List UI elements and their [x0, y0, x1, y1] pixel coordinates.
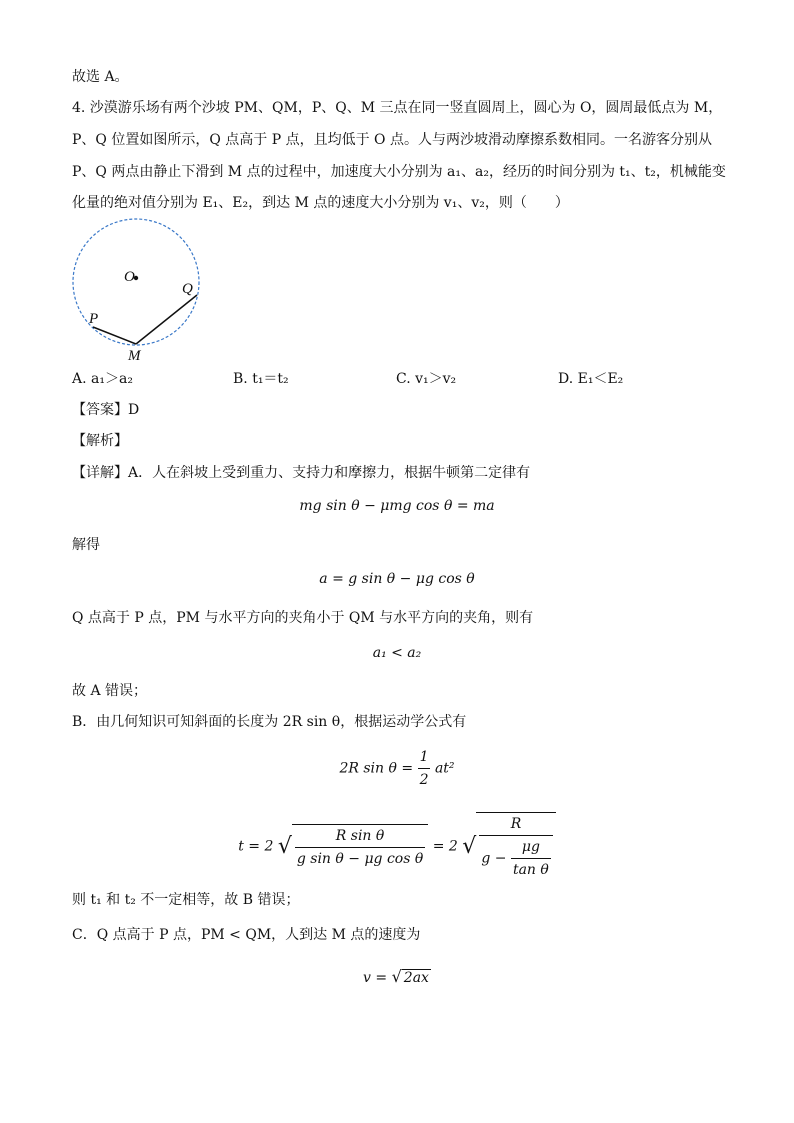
detail-line-1: 【详解】A．人在斜坡上受到重力、支持力和摩擦力，根据牛顿第二定律有: [72, 465, 531, 481]
circle-figure: [66, 218, 212, 366]
eq5-num1: R sin θ: [295, 825, 425, 848]
eq6-rad: 2ax: [403, 970, 429, 986]
eq5-den2: [479, 836, 552, 881]
detail-line-compare: Q 点高于 P 点，PM 与水平方向的夹角小于 QM 与水平方向的夹角，则有: [72, 610, 534, 626]
label-q: Q: [182, 281, 193, 297]
option-d: D. E₁＜E₂: [558, 371, 624, 387]
eq4-right: at²: [434, 760, 455, 777]
eq5-num2: R: [479, 813, 552, 836]
label-p: P: [89, 311, 99, 327]
label-m: M: [128, 348, 141, 364]
eq5-den2a: g −: [481, 850, 507, 867]
question-line-3: P、Q 两点由静止下滑到 M 点的过程中，加速度大小分别为 a₁、a₂，经历的时间分别为 t₁、t₂，机械能变: [72, 164, 726, 180]
equation-acceleration: a = g sin θ − μg cos θ: [319, 571, 475, 587]
eq5-t: t = 2: [238, 838, 274, 855]
detail-line-solve: 解得: [72, 537, 100, 553]
fraction-inner: [511, 836, 551, 881]
eq4-left: 2R sin θ =: [339, 760, 414, 777]
sqrt-1: [292, 824, 428, 870]
equation-newton: mg sin θ − μmg cos θ = ma: [299, 498, 495, 514]
eq5-mid: = 2: [432, 838, 458, 855]
detail-line-c: C．Q 点高于 P 点，PM < QM，人到达 M 点的速度为: [72, 927, 421, 943]
equation-velocity: [0, 967, 794, 988]
eq6-left: v =: [363, 970, 388, 986]
detail-line-b: B．由几何知识可知斜面的长度为 2R sin θ，根据运动学公式有: [72, 714, 467, 730]
question-line-1: 4. 沙漠游乐场有两个沙坡 PM、QM，P、Q、M 三点在同一竖直圆周上，圆心为 O，圆周最低点为 M，: [72, 100, 723, 116]
detail-line-a-wrong: 故 A 错误；: [72, 683, 148, 699]
option-b: B. t₁＝t₂: [233, 371, 289, 387]
question-line-2: P、Q 位置如图所示，Q 点高于 P 点，且均低于 O 点。人与两沙坡滑动摩擦系数相同。一名游客分别从: [72, 132, 712, 148]
eq4-num: 1: [418, 746, 431, 769]
option-a: A. a₁＞a₂: [72, 371, 133, 387]
answer-line: 【答案】D: [72, 402, 140, 418]
detail-line-b-wrong: 则 t₁ 和 t₂ 不一定相等，故 B 错误；: [72, 892, 300, 908]
equation-time: [0, 812, 794, 881]
eq5-den2-den: tan θ: [512, 862, 549, 878]
sqrt-2: [476, 812, 555, 881]
fraction-2: [479, 813, 552, 881]
eq5-den2-num: μg: [511, 836, 551, 859]
option-c: C. v₁＞v₂: [396, 371, 457, 387]
fraction-half: [418, 746, 431, 791]
sqrt-sign-3: √: [391, 967, 402, 986]
eq5-den1: g sin θ − μg cos θ: [296, 850, 424, 867]
sqrt-sign-2: √: [462, 833, 477, 859]
equation-a-compare: a₁ < a₂: [372, 645, 422, 661]
eq4-den: 2: [419, 772, 429, 788]
line-prev-answer: 故选 A。: [72, 69, 129, 85]
sqrt-sign-1: √: [277, 833, 292, 859]
equation-kinematics: [0, 746, 794, 791]
question-line-4: 化量的绝对值分别为 E₁、E₂，到达 M 点的速度大小分别为 v₁、v₂，则（ ）: [72, 195, 569, 211]
fraction-1: [295, 825, 425, 870]
label-o: O: [124, 269, 135, 285]
analysis-heading: 【解析】: [72, 433, 128, 449]
